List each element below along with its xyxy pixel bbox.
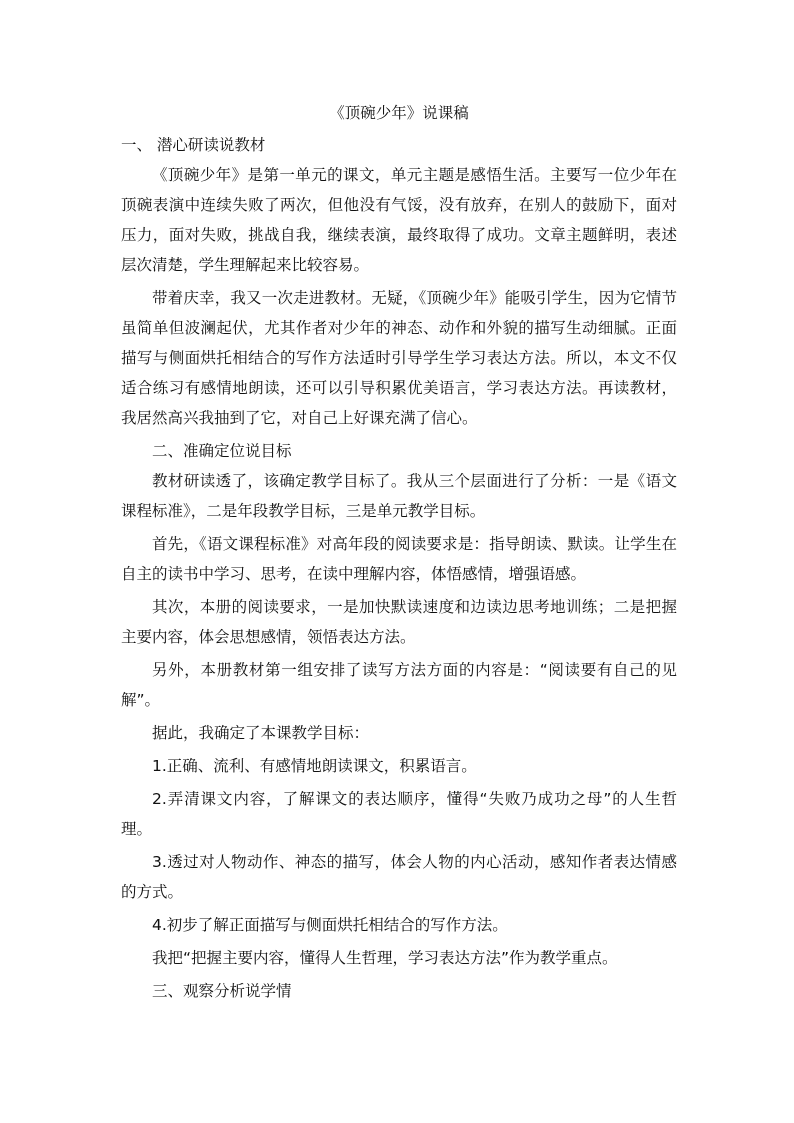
section-2-paragraph-5: 据此，我确定了本课教学目标： — [152, 724, 370, 742]
section-1-paragraph-1: 《顶碗少年》是第一单元的课文，单元主题是感悟生活。主要写一位少年在顶碗表演中连续失败了两次，但他没有气馁，没有放弃，在别人的鼓励下，面对压力，面对失败，挑战自我，继续表演，最终取得了成功。文章主题鲜明，表述层次清楚，学生理解起来比较容易。 — [121, 166, 677, 274]
section-3-heading: 三、观察分析说学情 — [152, 982, 292, 1000]
section-2-heading: 二、准确定位说目标 — [152, 442, 292, 460]
section-1-paragraph-2: 带着庆幸，我又一次走进教材。无疑，《顶碗少年》能吸引学生，因为它情节虽简单但波澜起伏，尤其作者对少年的神态、动作和外貌的描写生动细腻。正面描写与侧面烘托相结合的写作方法适时引导学生学习表达方法。所以，本文不仅适合练习有感情地朗读，还可以引导积累优美语言，学习表达方法。再读教材，我居然高兴我抽到了它，对自己上好课充满了信心。 — [121, 289, 677, 427]
section-2-paragraph-3: 其次，本册的阅读要求，一是加快默读速度和边读边思考地训练；二是把握主要内容，体会思想感情，领悟表达方法。 — [121, 598, 677, 646]
section-2-paragraph-1: 教材研读透了，该确定教学目标了。我从三个层面进行了分析：一是《语文课程标准》，二是年段教学目标，三是单元教学目标。 — [121, 472, 677, 520]
goal-item-2: 2.弄清课文内容，了解课文的表达顺序，懂得“失败乃成功之母”的人生哲理。 — [121, 790, 677, 838]
section-2-paragraph-2: 首先，《语文课程标准》对高年段的阅读要求是：指导朗读、默读。让学生在自主的读书中学习、思考，在读中理解内容，体悟感情，增强语感。 — [121, 535, 677, 583]
goal-item-1: 1.正确、流利、有感情地朗读课文，积累语言。 — [152, 757, 477, 775]
section-1-heading: 一、 潜心研读说教材 — [121, 136, 266, 154]
section-2-paragraph-6: 我把“把握主要内容，懂得人生哲理，学习表达方法”作为教学重点。 — [152, 949, 618, 967]
goal-item-4: 4.初步了解正面描写与侧面烘托相结合的写作方法。 — [152, 916, 508, 934]
document-body — [121, 98, 677, 1006]
section-2-paragraph-4: 另外，本册教材第一组安排了读写方法方面的内容是：“阅读要有自己的见解”。 — [121, 661, 677, 709]
document-title: 《顶碗少年》说课稿 — [329, 104, 469, 122]
goal-item-3: 3.透过对人物动作、神态的描写，体会人物的内心活动，感知作者表达情感的方式。 — [121, 853, 677, 901]
